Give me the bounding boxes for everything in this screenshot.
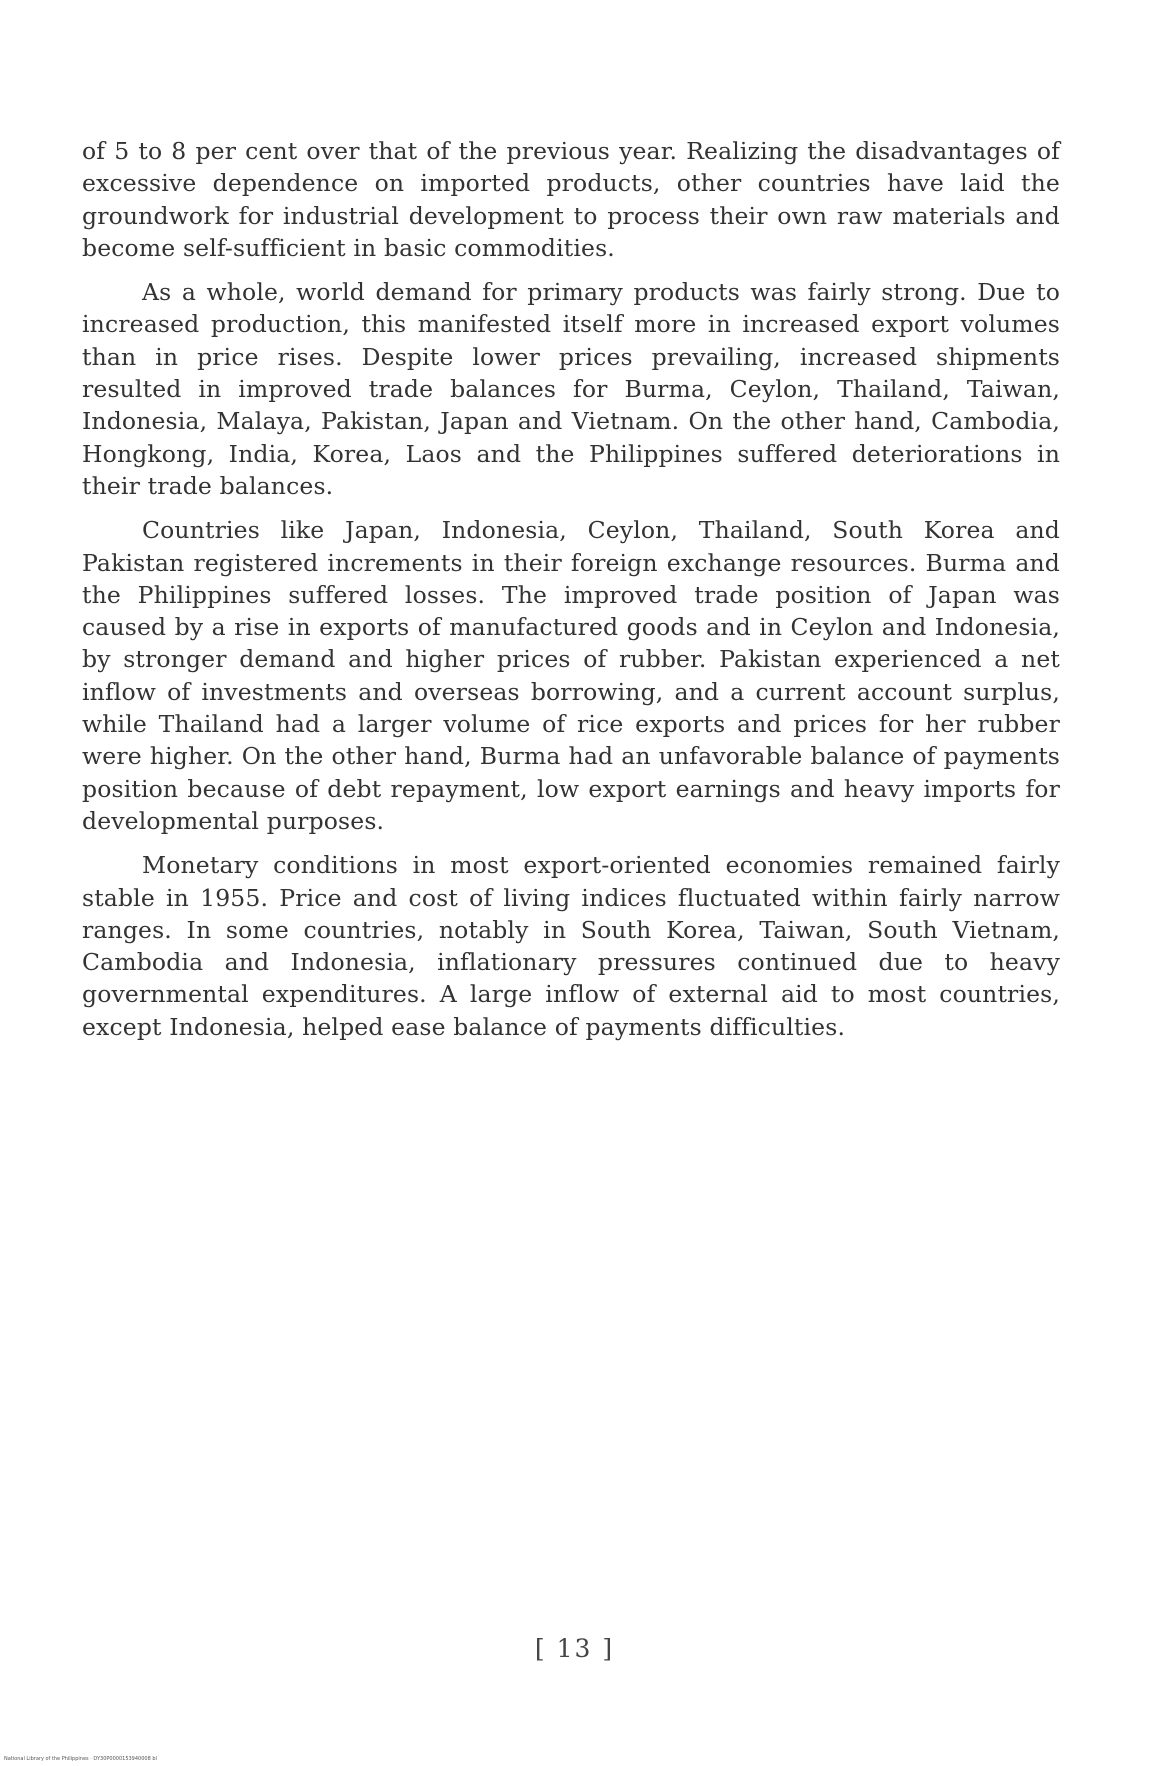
paragraph-4: Monetary conditions in most export-oriented economies remained fairly stable in 1955. Price and cost of living indices fluctuated within fairly narrow ranges. In some countries, notably in South Korea, Taiwan, South Vietnam, Cambodia and Indonesia, inflationary pressures continued due to heavy governmental expenditures. A large inflow of external aid to most countries, except Indonesia, helped ease balance of payments difficulties. bbox=[82, 851, 1060, 1041]
page-number: [ 13 ] bbox=[534, 1634, 615, 1663]
paragraph-1: of 5 to 8 per cent over that of the previous year. Realizing the disadvantages of excessive dependence on imported products, other countries have laid the groundwork for industrial development to process their own raw materials and become self-sufficient in basic commodities. bbox=[82, 137, 1060, 262]
footer-stamp: National Library of the Philippines · DY30P0000153940008 bl bbox=[4, 1756, 157, 1762]
body-text bbox=[82, 135, 1060, 1055]
paragraph-2: As a whole, world demand for primary products was fairly strong. Due to increased production, this manifested itself more in increased export volumes than in price rises. Despite lower prices prevailing, increased shipments resulted in improved trade balances for Burma, Ceylon, Thailand, Taiwan, Indonesia, Malaya, Pakistan, Japan and Vietnam. On the other hand, Cambodia, Hongkong, India, Korea, Laos and the Philippines suffered deteriorations in their trade balances. bbox=[82, 278, 1060, 500]
paragraph-3: Countries like Japan, Indonesia, Ceylon, Thailand, South Korea and Pakistan registered increments in their foreign exchange resources. Burma and the Philippines suffered losses. The improved trade position of Japan was caused by a rise in exports of manufactured goods and in Ceylon and Indonesia, by stronger demand and higher prices of rubber. Pakistan experienced a net inflow of investments and overseas borrowing, and a current account surplus, while Thailand had a larger volume of rice exports and prices for her rubber were higher. On the other hand, Burma had an unfavorable balance of payments position because of debt repayment, low export earnings and heavy imports for developmental purposes. bbox=[82, 516, 1060, 835]
